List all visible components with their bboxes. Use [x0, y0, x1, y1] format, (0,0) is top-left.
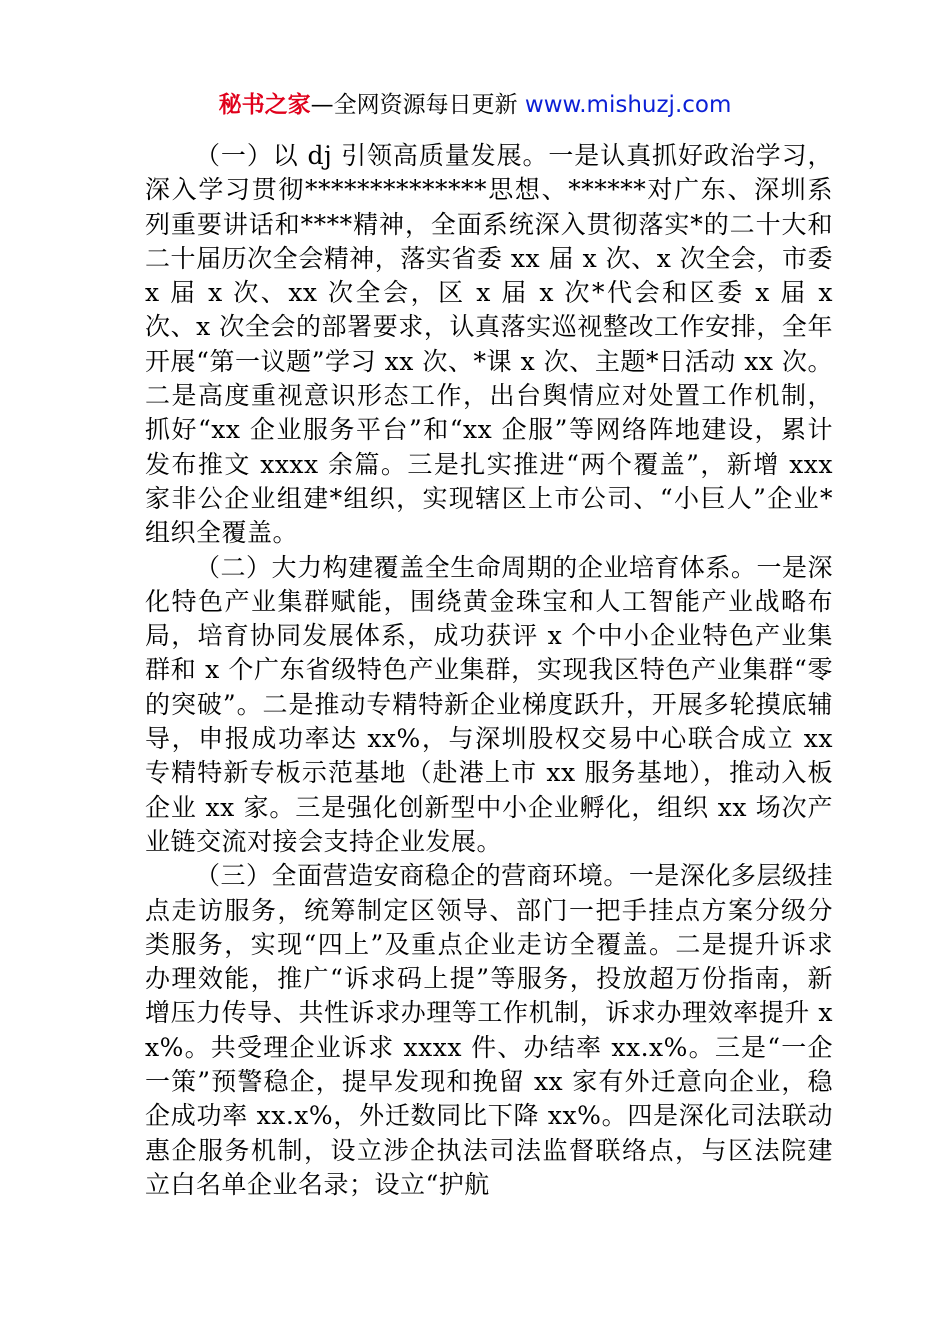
- site-header: [0, 88, 950, 122]
- brand-name: 秘书之家: [218, 92, 311, 118]
- paragraph-business-environment: （三）全面营造安商稳企的营商环境。一是深化多层级挂点走访服务，统筹制定区领导、部门一把手挂点方案分级分类服务，实现“四上”及重点企业走访全覆盖。二是提升诉求办理效能，推广“诉求码上提”等服务，投放超万份指南，新增压力传导、共性诉求办理等工作机制，诉求办理效率提升 xx%。共受理企业诉求 xxxx 件、办结率 xx.x%。三是“一企一策”预警稳企，提早发现和挽留 xx 家有外迁意向企业，稳企成功率 xx.x%，外迁数同比下降 xx%。四是深化司法联动惠企服务机制，设立涉企执法司法监督联络点，与区法院建立白名单企业名录；设立“护航: [145, 861, 833, 1199]
- paragraph-enterprise-cultivation: （二）大力构建覆盖全生命周期的企业培育体系。一是深化特色产业集群赋能，围绕黄金珠宝和人工智能产业战略布局，培育协同发展体系，成功获评 x 个中小企业特色产业集群和 x 个广东省级特色产业集群，实现我区特色产业集群“零的突破”。二是推动专精特新企业梯度跃升，开展多轮摸底辅导，申报成功率达 xx%，与深圳股权交易中心联合成立 xx 专精特新专板示范基地（赴港上市 xx 服务基地），推动入板企业 xx 家。三是强化创新型中小企业孵化，组织 xx 场次产业链交流对接会支持企业发展。: [145, 552, 833, 856]
- header-tagline: —全网资源每日更新: [310, 92, 525, 118]
- site-url-link[interactable]: www.mishuzj.com: [524, 92, 732, 118]
- paragraph-party-building: （一）以 dj 引领高质量发展。一是认真抓好政治学习，深入学习贯彻**************思想、******对广东、深圳系列重要讲话和****精神，全面系统深入贯彻落实*的二十大和二十届历次全会精神，落实省委 xx 届 x 次、x 次全会，市委 x 届 x 次、xx 次全会，区 x 届 x 次*代会和区委 x 届 x 次、x 次全会的部署要求，认真落实巡视整改工作安排，全年开展“第一议题”学习 xx 次、*课 x 次、主题*日活动 xx 次。二是高度重视意识形态工作，出台舆情应对处置工作机制，抓好“xx 企业服务平台”和“xx 企服”等网络阵地建设，累计发布推文 xxxx 余篇。三是扎实推进“两个覆盖”，新增 xxx 家非公企业组建*组织，实现辖区上市公司、“小巨人”企业*组织全覆盖。: [145, 141, 833, 548]
- document-body: [145, 139, 833, 1202]
